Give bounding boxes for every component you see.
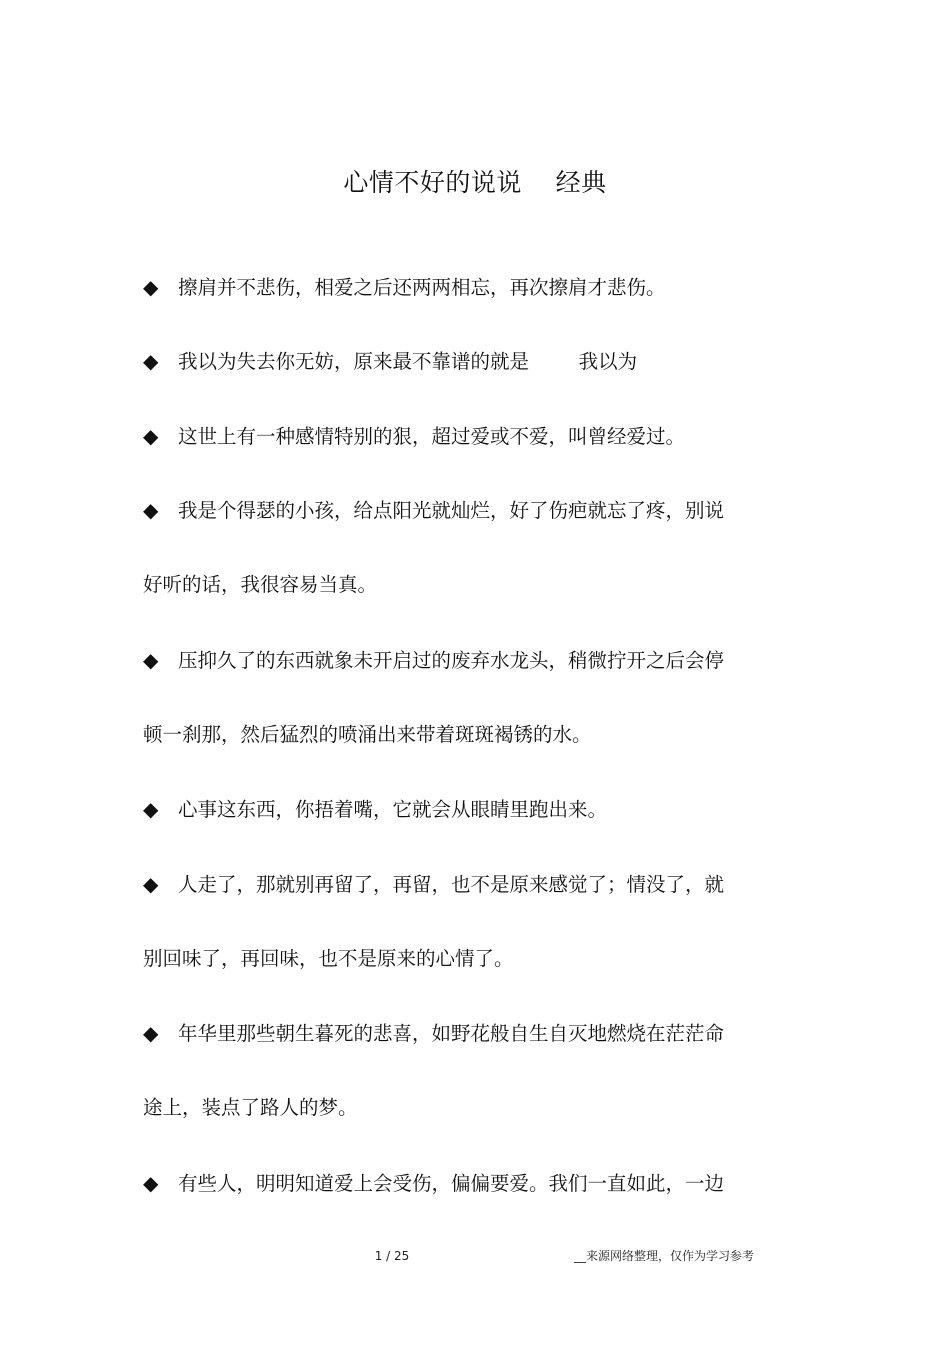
diamond-bullet-icon: ◆ [143, 498, 159, 522]
line-text: 有些人，明明知道爱上会受伤，偏偏要爱。我们一直如此，一边 [178, 1172, 725, 1195]
text-line [143, 1013, 783, 1053]
diamond-bullet-icon: ◆ [143, 275, 159, 299]
line-text: 途上，装点了路人的梦。 [143, 1096, 358, 1119]
line-text: 好听的话，我很容易当真。 [143, 573, 378, 596]
line-text: 我是个得瑟的小孩，给点阳光就灿烂，好了伤疤就忘了疼，别说 [178, 499, 725, 522]
text-line [143, 939, 783, 979]
text-line [143, 864, 783, 904]
text-line [143, 341, 783, 381]
text-line [143, 267, 783, 307]
text-line [143, 490, 783, 530]
text-line [143, 565, 783, 605]
diamond-bullet-icon: ◆ [143, 872, 159, 896]
diamond-bullet-icon: ◆ [143, 349, 159, 373]
source-note: __来源网络整理，仅作为学习参考 [574, 1249, 755, 1263]
line-text: 这世上有一种感情特别的狠，超过爱或不爱，叫曾经爱过。 [178, 425, 686, 448]
line-text: 擦肩并不悲伤，相爱之后还两两相忘，再次擦肩才悲伤。 [178, 276, 666, 299]
text-line [143, 416, 783, 456]
page-number: 1 / 25 [374, 1249, 410, 1263]
line-text: 我以为失去你无妨，原来最不靠谱的就是 我以为 [178, 350, 638, 373]
text-line [143, 1088, 783, 1128]
line-text: 顿一刹那，然后猛烈的喷涌出来带着斑斑褐锈的水。 [143, 723, 592, 746]
text-line [143, 789, 783, 829]
text-line [143, 640, 783, 680]
line-text: 人走了，那就别再留了，再留，也不是原来感觉了；情没了，就 [178, 873, 725, 896]
diamond-bullet-icon: ◆ [143, 648, 159, 672]
diamond-bullet-icon: ◆ [143, 1171, 159, 1195]
text-line [143, 715, 783, 755]
line-text: 年华里那些朝生暮死的悲喜，如野花般自生自灭地燃烧在茫茫命 [178, 1022, 725, 1045]
line-text: 压抑久了的东西就象未开启过的废弃水龙头，稍微拧开之后会停 [178, 649, 725, 672]
line-text: 别回味了，再回味，也不是原来的心情了。 [143, 947, 514, 970]
diamond-bullet-icon: ◆ [143, 797, 159, 821]
diamond-bullet-icon: ◆ [143, 1021, 159, 1045]
text-line [143, 1163, 783, 1203]
line-text: 心事这东西，你捂着嘴，它就会从眼睛里跑出来。 [178, 798, 608, 821]
page-title: 心情不好的说说 经典 [343, 168, 607, 197]
diamond-bullet-icon: ◆ [143, 424, 159, 448]
